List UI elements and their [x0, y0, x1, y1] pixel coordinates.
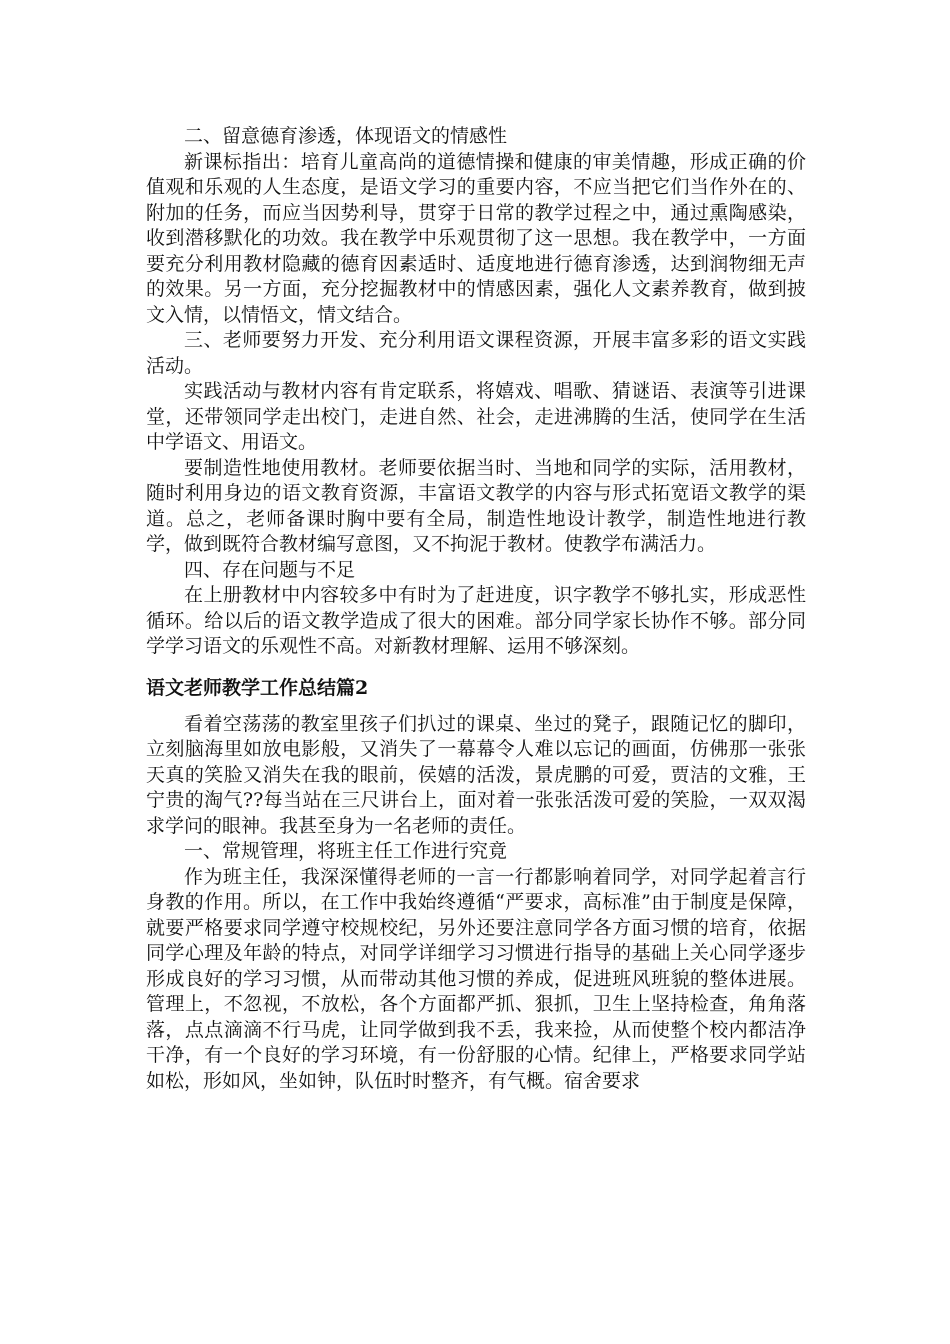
paragraph-intro: 看着空荡荡的教室里孩子们扒过的课桌、坐过的凳子，跟随记忆的脚印，立刻脑海里如放电影般，又消失了一幕幕令人难以忘记的画面，仿佛那一张张天真的笑脸又消失在我的眼前，侯嬉的活泼，景虎鹏的可爱，贾洁的文雅，王宁贵的淘气??每当站在三尺讲台上，面对着一张张活泼可爱的笑脸，一双双渴求学问的眼神。我甚至身为一名老师的责任。: [146, 712, 806, 837]
paragraph-new-curriculum: 新课标指出：培育儿童高尚的道德情操和健康的审美情趣，形成正确的价值观和乐观的人生态度，是语文学习的重要内容，不应当把它们当作外在的、附加的任务，而应当因势利导，贯穿于日常的教学过程之中，通过熏陶感染，收到潜移默化的功效。我在教学中乐观贯彻了这一思想。我在教学中，一方面要充分利用教材隐藏的德育因素适时、适度地进行德育渗透，达到润物细无声的效果。另一方面，充分挖掘教材中的情感因素，强化人文素养教育，做到披文入情，以情悟文，情文结合。: [146, 150, 806, 326]
paragraph-problems: 在上册教材中内容较多中有时为了赶进度，识字教学不够扎实，形成恶性循环。给以后的语文教学造成了很大的困难。部分同学家长协作不够。部分同学学习语文的乐观性不高。对新教材理解、运用不够深刻。: [146, 584, 806, 657]
paragraph-creative-use-of-materials: 要制造性地使用教材。老师要依据当时、当地和同学的实际，活用教材，随时利用身边的语文教育资源，丰富语文教学的内容与形式拓宽语文教学的渠道。总之，老师备课时胸中要有全局，制造性地设计教学，制造性地进行教学，做到既符合教材编写意图，又不拘泥于教材。使教学布满活力。: [146, 456, 806, 555]
subheading-curriculum-resources: 三、老师要努力开发、充分利用语文课程资源，开展丰富多彩的语文实践活动。: [146, 329, 806, 377]
subheading-problems: 四、存在问题与不足: [184, 558, 356, 581]
section-title: 语文老师教学工作总结篇2: [146, 676, 369, 699]
subheading-routine-management: 一、常规管理，将班主任工作进行究竟: [184, 840, 508, 862]
paragraph-practice-activities: 实践活动与教材内容有肯定联系，将嬉戏、唱歌、猜谜语、表演等引进课堂，还带领同学走出校门，走进自然、社会，走进沸腾的生活，使同学在生活中学语文、用语文。: [146, 380, 806, 453]
subheading-moral-education: 二、留意德育渗透，体现语文的情感性: [184, 125, 508, 147]
document-page: [146, 124, 806, 1094]
paragraph-class-teacher: 作为班主任，我深深懂得老师的一言一行都影响着同学，对同学起着言行身教的作用。所以，在工作中我始终遵循“严要求，高标准”由于制度是保障，就要严格要求同学遵守校规校纪，另外还要注意同学各方面习惯的培育，依据同学心理及年龄的特点，对同学详细学习习惯进行指导的基础上关心同学逐步形成良好的学习习惯，从而带动其他习惯的养成，促进班风班貌的整体进展。管理上，不忽视，不放松，各个方面都严抓、狠抓，卫生上坚持检查，角角落落，点点滴滴不行马虎，让同学做到我不丢，我来捡，从而使整个校内都洁净干净，有一个良好的学习环境，有一份舒服的心情。纪律上，严格要求同学站如松，形如风，坐如钟，队伍时时整齐，有气概。宿舍要求: [146, 865, 806, 1092]
